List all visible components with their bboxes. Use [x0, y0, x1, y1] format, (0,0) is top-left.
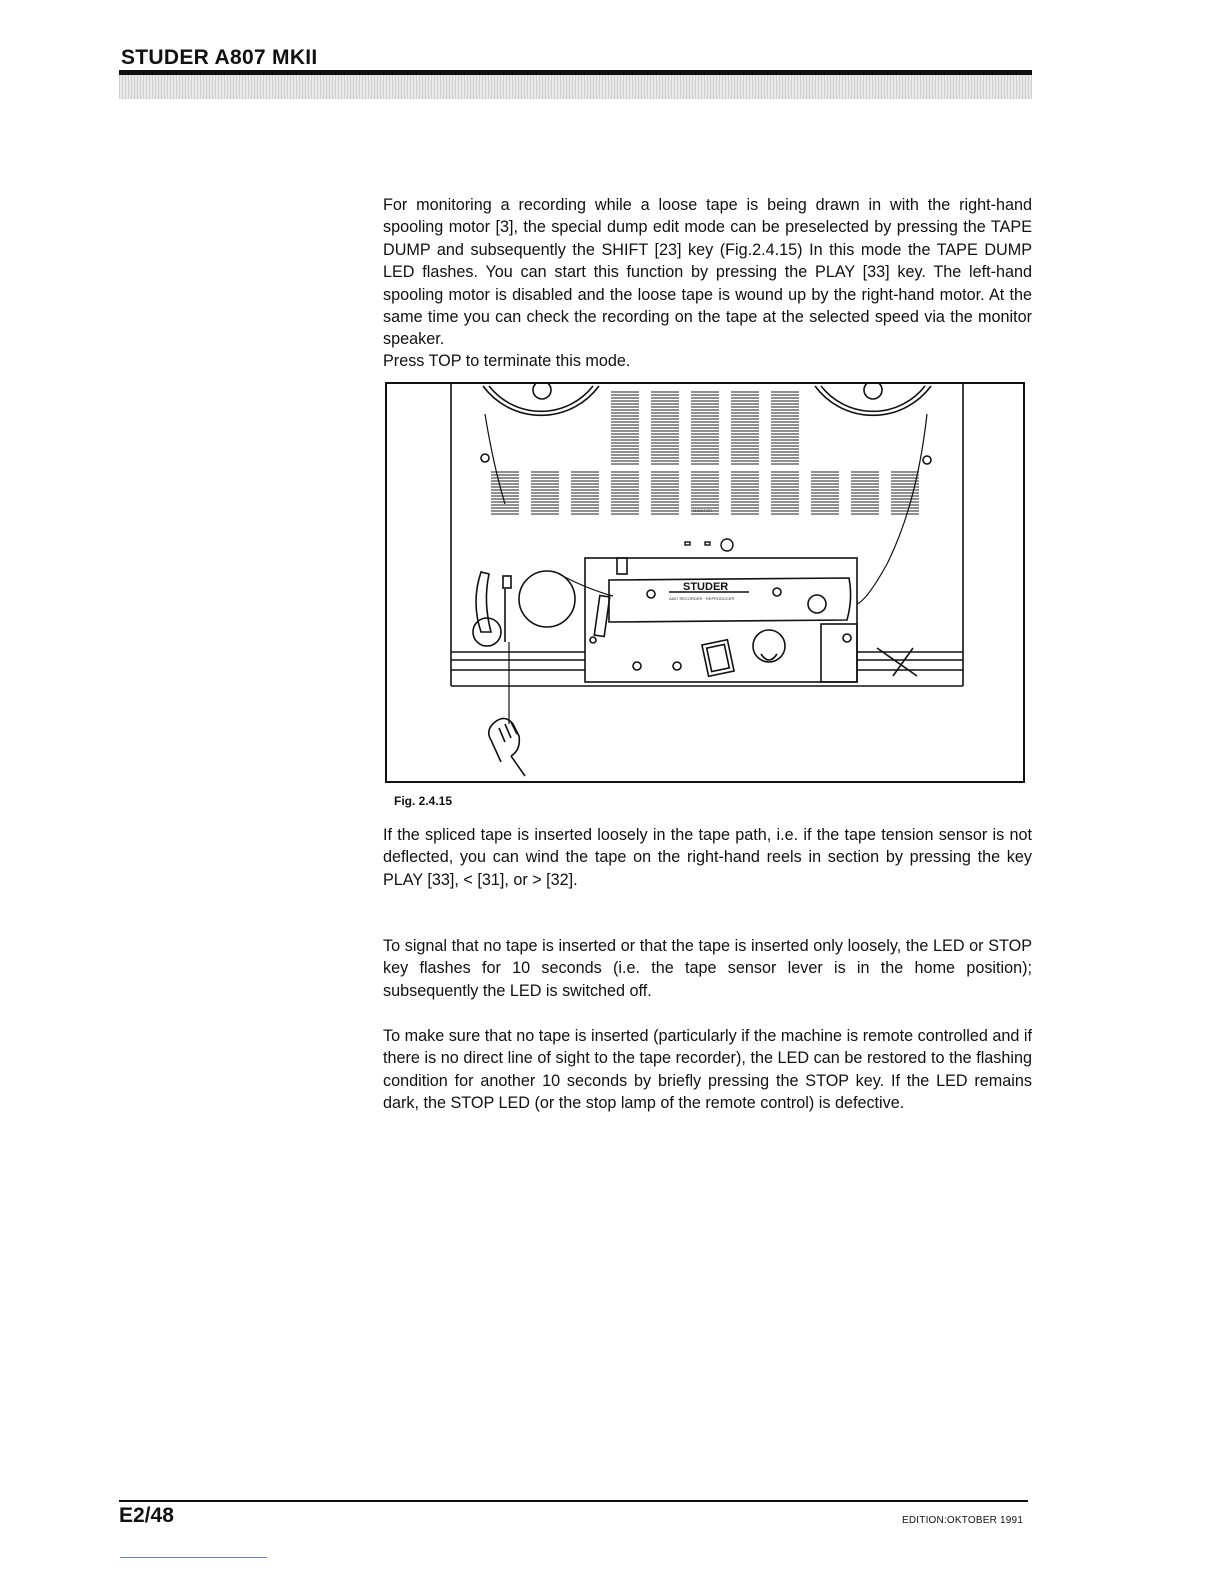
link-underline — [120, 1557, 267, 1558]
running-header-title: STUDER A807 MKII — [121, 46, 318, 69]
tension-arm — [476, 572, 491, 632]
paragraph-terminate-mode: Press TOP to terminate this mode. — [383, 352, 631, 370]
tape-recorder-figure — [385, 382, 1025, 783]
hand-icon — [489, 718, 520, 756]
footer-rule — [119, 1500, 1028, 1502]
paragraph-loose-tape: If the spliced tape is inserted loosely in the tape path, i.e. if the tape tension sensor is not deflected, you can wind the tape on the right-hand reels in section by pressing the key PLAY [33], < [31], or > [32]. — [383, 826, 1032, 889]
header-shaded-band — [119, 75, 1032, 99]
paragraph-no-tape-check: To make sure that no tape is inserted (particularly if the machine is remote controlled and if there is no direct line of sight to the tape recorder), the LED can be restored to the flashing condition for another 10 seconds by briefly pressing the STOP key. If the LED remains dark, the STOP LED (or the stop lamp of the remote control) is defective. — [383, 1027, 1032, 1113]
paragraph-led-signal: To signal that no tape is inserted or that the tape is inserted only loosely, the LED or STOP key flashes for 10 seconds (i.e. the tape sensor lever is in the home position); subsequently the LED is switched off. — [383, 937, 1032, 1000]
tape-path-right — [857, 414, 927, 604]
paragraph-dump-edit-mode: For monitoring a recording while a loose tape is being drawn in with the right-hand spooling motor [3], the special dump edit mode can be preselected by pressing the TAPE DUMP and subsequently the SHIFT [23] key (Fig.2.4.15) In this mode the TAPE DUMP LED flashes. You can start this function by pressing the PLAY [33] key. The left-hand spooling motor is disabled and the loose tape is wound up by the right-hand motor. At the same time you can check the recording on the tape at the selected speed via the monitor speaker. — [383, 196, 1032, 349]
edition-note: EDITION:OKTOBER 1991 — [902, 1515, 1024, 1526]
figure-caption: Fig. 2.4.15 — [394, 794, 453, 808]
page-number: E2/48 — [119, 1504, 174, 1527]
figure-brand: STUDER — [683, 581, 729, 593]
monitor-label: MONITOR — [693, 508, 712, 513]
capstan-roller — [753, 630, 785, 662]
tape-recorder-drawing — [387, 384, 1023, 781]
monitor-knob — [721, 539, 733, 551]
left-idler-roller — [519, 571, 575, 627]
figure-model-line: A807 RECORDER · REPRODUCER — [669, 596, 735, 601]
